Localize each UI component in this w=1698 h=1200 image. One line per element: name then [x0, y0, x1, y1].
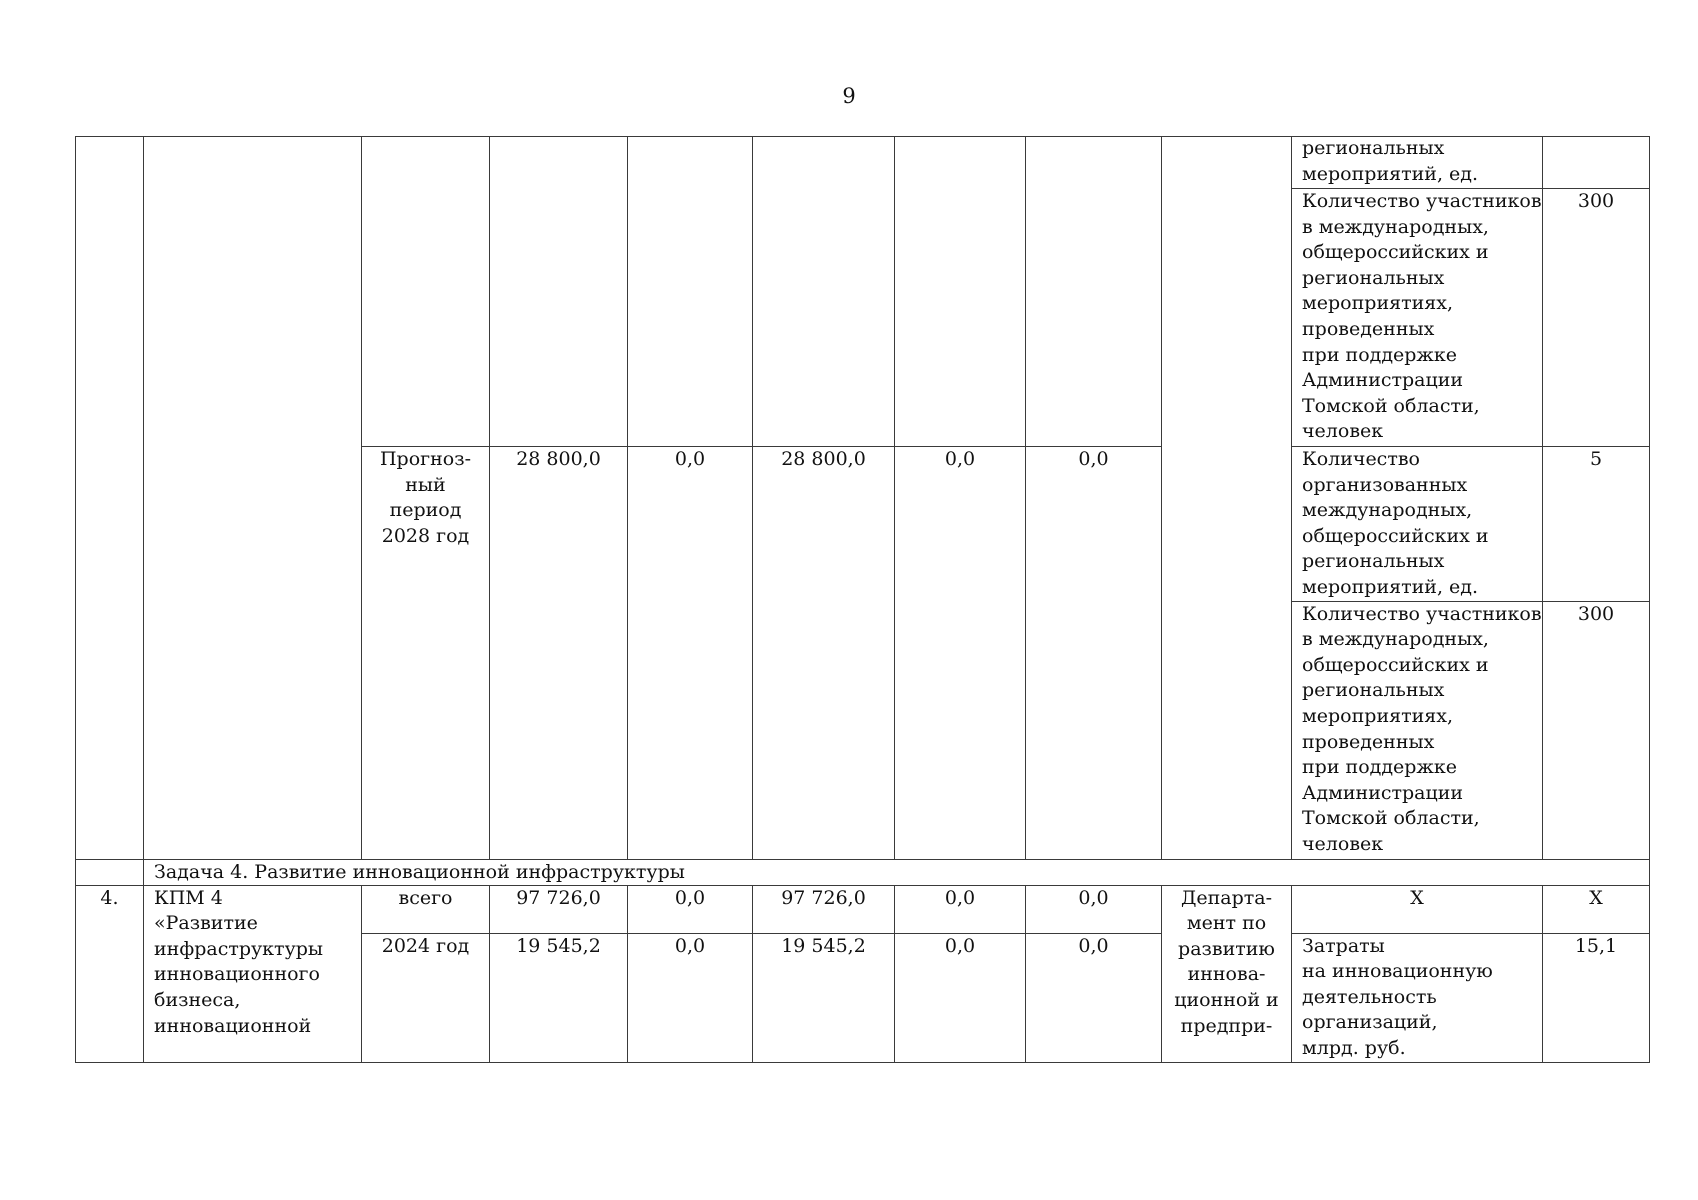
period-line: период	[389, 499, 462, 522]
page-number: 9	[842, 84, 856, 108]
task-title: Задача 4. Развитие инновационной инфраструктуры	[144, 859, 1650, 885]
indicator-line: региональных	[1302, 550, 1445, 573]
indicator-line: общероссийских и	[1302, 653, 1489, 676]
other-cell: 0,0	[1026, 447, 1162, 860]
program-table	[75, 136, 1650, 1063]
period-line: ный	[405, 473, 446, 496]
kpm-name-line: инновационного	[154, 963, 320, 986]
indicator-line: региональных	[1302, 679, 1445, 702]
executor-cell	[1162, 885, 1292, 1062]
indicator-line: мероприятий, ед.	[1302, 162, 1479, 185]
kpm-name-cell	[144, 885, 362, 1062]
kpm-name-line: инфраструктуры	[154, 937, 324, 960]
kpm-name-line: бизнеса,	[154, 988, 241, 1011]
kpm-name-line: КПМ 4	[154, 886, 223, 909]
regional-cell-continued	[753, 137, 895, 447]
period-cell: всего	[362, 885, 490, 933]
indicator-line: региональных	[1302, 266, 1445, 289]
other-cell-continued	[1026, 137, 1162, 447]
indicator-line: Томской области,	[1302, 807, 1480, 830]
indicator-name-cell	[1292, 601, 1543, 859]
indicator-name-cell	[1292, 137, 1543, 189]
kpm-name-line: инновационной	[154, 1014, 312, 1037]
indicator-line: проведенных	[1302, 317, 1435, 340]
executor-line: развитию	[1178, 937, 1275, 960]
indicator-line: региональных	[1302, 137, 1445, 159]
indicator-line: млрд. руб.	[1302, 1036, 1406, 1059]
indicator-name-cell	[1292, 933, 1543, 1062]
indicator-line: организаций,	[1302, 1011, 1438, 1034]
period-line: Прогноз-	[379, 448, 471, 470]
executor-line: ционной и	[1174, 988, 1279, 1011]
indicator-line: деятельность	[1302, 985, 1437, 1008]
executor-line: предпри-	[1180, 1014, 1273, 1037]
federal-cell: 0,0	[628, 885, 753, 933]
indicator-line: при поддержке	[1302, 756, 1458, 779]
indicator-name-cell	[1292, 189, 1543, 447]
indicator-line: человек	[1302, 420, 1384, 443]
indicator-line: международных,	[1302, 499, 1473, 522]
federal-cell: 0,0	[628, 447, 753, 860]
regional-cell: 28 800,0	[753, 447, 895, 860]
indicator-line: при поддержке	[1302, 343, 1458, 366]
kpm-name-line: «Развитие	[154, 912, 258, 935]
executor-line: Департа-	[1180, 886, 1273, 909]
federal-cell-continued	[628, 137, 753, 447]
indicator-line: общероссийских и	[1302, 241, 1489, 264]
executor-line: иннова-	[1187, 963, 1266, 986]
indicator-line: Количество участников	[1302, 190, 1542, 212]
local-cell: 0,0	[895, 885, 1026, 933]
indicator-line: мероприятиях,	[1302, 704, 1454, 727]
indicator-name-cell	[1292, 447, 1543, 602]
indicator-line: Томской области,	[1302, 394, 1480, 417]
regional-cell: 97 726,0	[753, 885, 895, 933]
total-cell: 97 726,0	[490, 885, 628, 933]
task-number-cell	[76, 859, 144, 885]
name-cell-continued	[144, 137, 362, 860]
indicator-line: Администрации	[1302, 781, 1464, 804]
indicator-line: Администрации	[1302, 369, 1464, 392]
indicator-value-cell: Х	[1543, 885, 1650, 933]
indicator-line: мероприятий, ед.	[1302, 575, 1479, 598]
indicator-line: Количество участников	[1302, 602, 1542, 625]
indicator-line: Затраты	[1302, 934, 1385, 957]
indicator-value-cell: 300	[1543, 601, 1650, 859]
period-cell: 2024 год	[362, 933, 490, 1062]
regional-cell: 19 545,2	[753, 933, 895, 1062]
local-cell: 0,0	[895, 933, 1026, 1062]
executor-cell-continued	[1162, 137, 1292, 860]
indicator-value-cell: 15,1	[1543, 933, 1650, 1062]
total-cell: 28 800,0	[490, 447, 628, 860]
indicator-value-cell: 5	[1543, 447, 1650, 602]
number-cell-continued	[76, 137, 144, 860]
table-row	[76, 885, 1650, 933]
indicator-line: мероприятиях,	[1302, 292, 1454, 315]
indicator-line: в международных,	[1302, 628, 1489, 651]
indicator-line: проведенных	[1302, 730, 1435, 753]
indicator-value-cell: 300	[1543, 189, 1650, 447]
indicator-line: общероссийских и	[1302, 524, 1489, 547]
indicator-line: на инновационную	[1302, 960, 1493, 983]
federal-cell: 0,0	[628, 933, 753, 1062]
period-line: 2028 год	[381, 524, 470, 547]
indicator-line: Количество	[1302, 448, 1420, 470]
indicator-line: организованных	[1302, 473, 1468, 496]
period-cell	[362, 447, 490, 860]
executor-line: мент по	[1186, 912, 1267, 935]
indicator-name-cell: Х	[1292, 885, 1543, 933]
other-cell: 0,0	[1026, 885, 1162, 933]
indicator-line: в международных,	[1302, 215, 1489, 238]
table-row	[76, 137, 1650, 189]
indicator-line: человек	[1302, 832, 1384, 855]
indicator-value-cell	[1543, 137, 1650, 189]
total-cell-continued	[490, 137, 628, 447]
period-cell-continued	[362, 137, 490, 447]
other-cell: 0,0	[1026, 933, 1162, 1062]
total-cell: 19 545,2	[490, 933, 628, 1062]
local-cell-continued	[895, 137, 1026, 447]
local-cell: 0,0	[895, 447, 1026, 860]
task-row	[76, 859, 1650, 885]
row-number: 4.	[76, 885, 144, 1062]
